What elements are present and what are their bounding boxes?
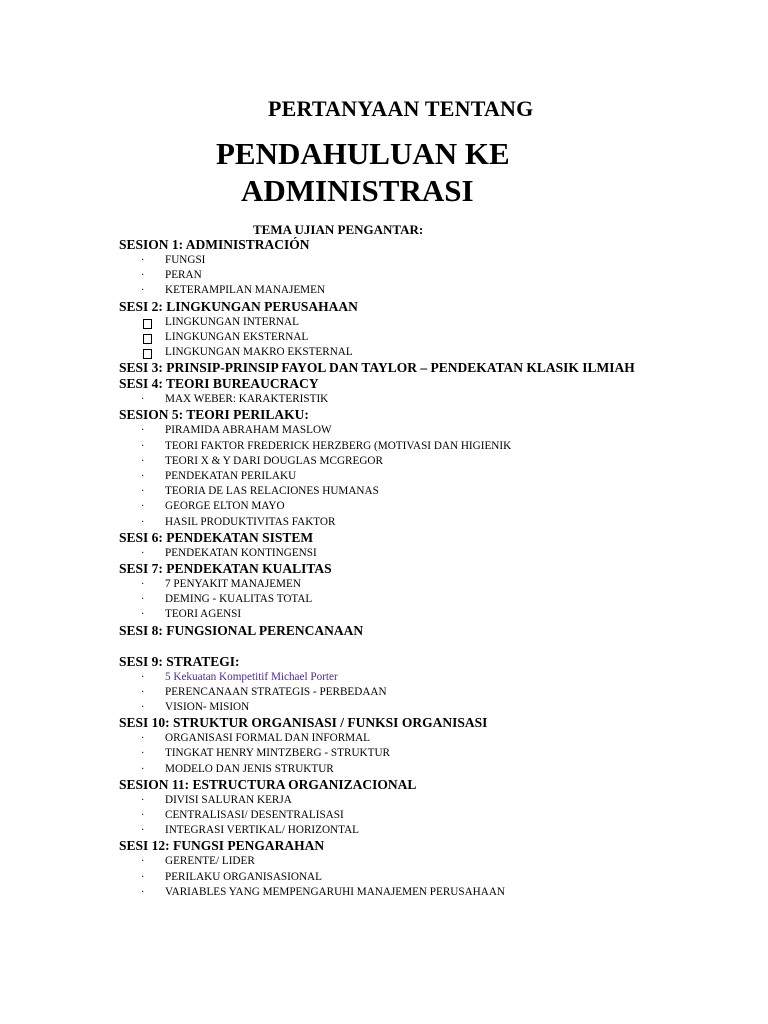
list-item-text: TEORIA DE LAS RELACIONES HUMANAS [165,485,379,498]
list-item-text: FUNGSI [165,254,206,266]
list-item-text: PENDEKATAN KONTINGENSI [165,546,317,559]
list-item-text: CENTRALISASI/ DESENTRALISASI [165,809,344,822]
bullet-icon: · [141,763,145,775]
session-title: SESI 12: FUNGSI PENGARAHAN [119,838,325,854]
list-item [119,268,719,283]
bullet-icon: · [141,270,145,282]
bullet-icon: · [141,810,145,822]
list-item-text: LINGKUNGAN EKSTERNAL [165,330,309,343]
session-title: SESI 8: FUNGSIONAL PERENCANAAN [119,622,364,638]
list-item [119,592,719,607]
bullet-icon: · [141,825,145,837]
bullet-icon: · [141,702,145,714]
list-item-text: 5 Kekuatan Kompetitif Michael Porter [165,670,338,683]
list-item [119,823,719,838]
list-item [119,253,719,268]
bullet-icon: · [141,440,145,452]
session-items [119,793,719,839]
list-item [119,700,719,715]
list-item [119,854,719,869]
session-title: SESI 4: TEORI BUREAUCRACY [119,376,319,392]
session-items [119,577,719,623]
list-item-text: DIVISI SALURAN KERJA [165,793,292,806]
session-title: SESI 9: STRATEGI: [119,653,240,669]
checkbox-bullet-icon [143,349,152,359]
list-item-text: PERENCANAAN STRATEGIS - PERBEDAAN [165,685,387,698]
bullet-icon: · [141,285,145,297]
title-line-1: PERTANYAAN TENTANG [268,96,534,121]
list-item-text: LINGKUNGAN MAKRO EKSTERNAL [165,346,353,359]
list-item [119,515,719,530]
bullet-icon: · [141,733,145,745]
list-item [119,454,719,469]
title-line-3: ADMINISTRASI [241,173,474,208]
list-item [119,870,719,885]
list-item-text: ORGANISASI FORMAL DAN INFORMAL [165,732,371,745]
session-title: SESI 7: PENDEKATAN KUALITAS [119,561,332,577]
bullet-icon: · [141,425,145,437]
session-items [119,253,719,299]
session-items [119,854,719,900]
session-items [119,423,719,529]
list-item-text: HASIL PRODUKTIVITAS FAKTOR [165,515,336,528]
session-title: SESI 10: STRUKTUR ORGANISASI / FUNKSI ORGANISASI [119,715,488,731]
list-item-text: 7 PENYAKIT MANAJEMEN [165,578,301,591]
spacer [119,639,719,654]
list-item-text: MAX WEBER: KARAKTERISTIK [165,393,329,406]
list-item [119,423,719,438]
list-item [119,577,719,592]
bullet-icon: · [141,579,145,591]
list-item-text: VARIABLES YANG MEMPENGARUHI MANAJEMEN PERUSAHAAN [165,885,505,898]
bullet-icon: · [141,794,145,806]
bullet-icon: · [141,501,145,513]
list-item [119,546,719,561]
session-title: SESION 1: ADMINISTRACIÓN [119,237,310,252]
list-item [119,885,719,900]
list-item [119,484,719,499]
checkbox-bullet-icon [143,334,152,344]
exam-topics-subtitle: TEMA UJIAN PENGANTAR: [253,222,424,237]
list-item-text: GEORGE ELTON MAYO [165,500,285,513]
session-items [119,315,719,361]
list-item [119,439,719,454]
bullet-icon: · [141,886,145,898]
list-item [119,469,719,484]
list-item-text: INTEGRASI VERTIKAL/ HORIZONTAL [165,824,359,837]
list-item-text: TEORI FAKTOR FREDERICK HERZBERG (MOTIVASI DAN HIGIENIK [165,439,512,452]
list-item [119,283,719,298]
bullet-icon: · [141,455,145,467]
list-item-text: PERAN [165,269,202,282]
bullet-icon: · [141,856,145,868]
bullet-icon: · [141,486,145,498]
bullet-icon: · [141,748,145,760]
list-item [119,808,719,823]
session-title: SESI 6: PENDEKATAN SISTEM [119,529,314,545]
list-item-text: VISION- MISION [165,701,250,714]
bullet-icon: · [141,871,145,883]
session-list [119,237,719,900]
list-item [119,330,719,345]
bullet-icon: · [141,594,145,606]
list-item [119,793,719,808]
list-item [119,607,719,622]
session-items [119,731,719,777]
bullet-icon: · [141,547,145,559]
list-item [119,315,719,330]
porter-link[interactable] [119,670,719,685]
bullet-icon: · [141,255,145,266]
session-items [119,546,719,561]
list-item [119,345,719,360]
list-item-text: PERILAKU ORGANISASIONAL [165,870,322,883]
list-item-text: KETERAMPILAN MANAJEMEN [165,284,326,297]
list-item-text: DEMING - KUALITAS TOTAL [165,593,313,606]
list-item [119,731,719,746]
list-item [119,746,719,761]
session-title: SESI 2: LINGKUNGAN PERUSAHAAN [119,298,358,314]
list-item-text: TEORI AGENSI [165,608,242,621]
session-title: SESION 5: TEORI PERILAKU: [119,407,309,423]
bullet-icon: · [141,471,145,483]
title-line-2: PENDAHULUAN KE [216,136,510,171]
bullet-icon: · [141,609,145,621]
bullet-icon: · [141,671,145,683]
list-item-text: GERENTE/ LIDER [165,855,255,868]
list-item [119,762,719,777]
session-title: SESION 11: ESTRUCTURA ORGANIZACIONAL [119,776,417,792]
session-items [119,392,719,407]
bullet-icon: · [141,516,145,528]
list-item [119,685,719,700]
list-item-text: PENDEKATAN PERILAKU [165,470,297,483]
list-item [119,392,719,407]
list-item-text: PIRAMIDA ABRAHAM MASLOW [165,424,332,437]
checkbox-bullet-icon [143,319,152,329]
list-item-text: MODELO DAN JENIS STRUKTUR [165,762,334,775]
list-item-text: TEORI X & Y DARI DOUGLAS MCGREGOR [165,454,383,467]
session-items [119,670,719,716]
bullet-icon: · [141,394,145,406]
bullet-icon: · [141,686,145,698]
list-item-text: LINGKUNGAN INTERNAL [165,315,299,328]
list-item-text: TINGKAT HENRY MINTZBERG - STRUKTUR [165,747,390,760]
session-title: SESI 3: PRINSIP-PRINSIP FAYOL DAN TAYLOR – PENDEKATAN KLASIK ILMIAH [119,360,635,376]
list-item [119,499,719,514]
